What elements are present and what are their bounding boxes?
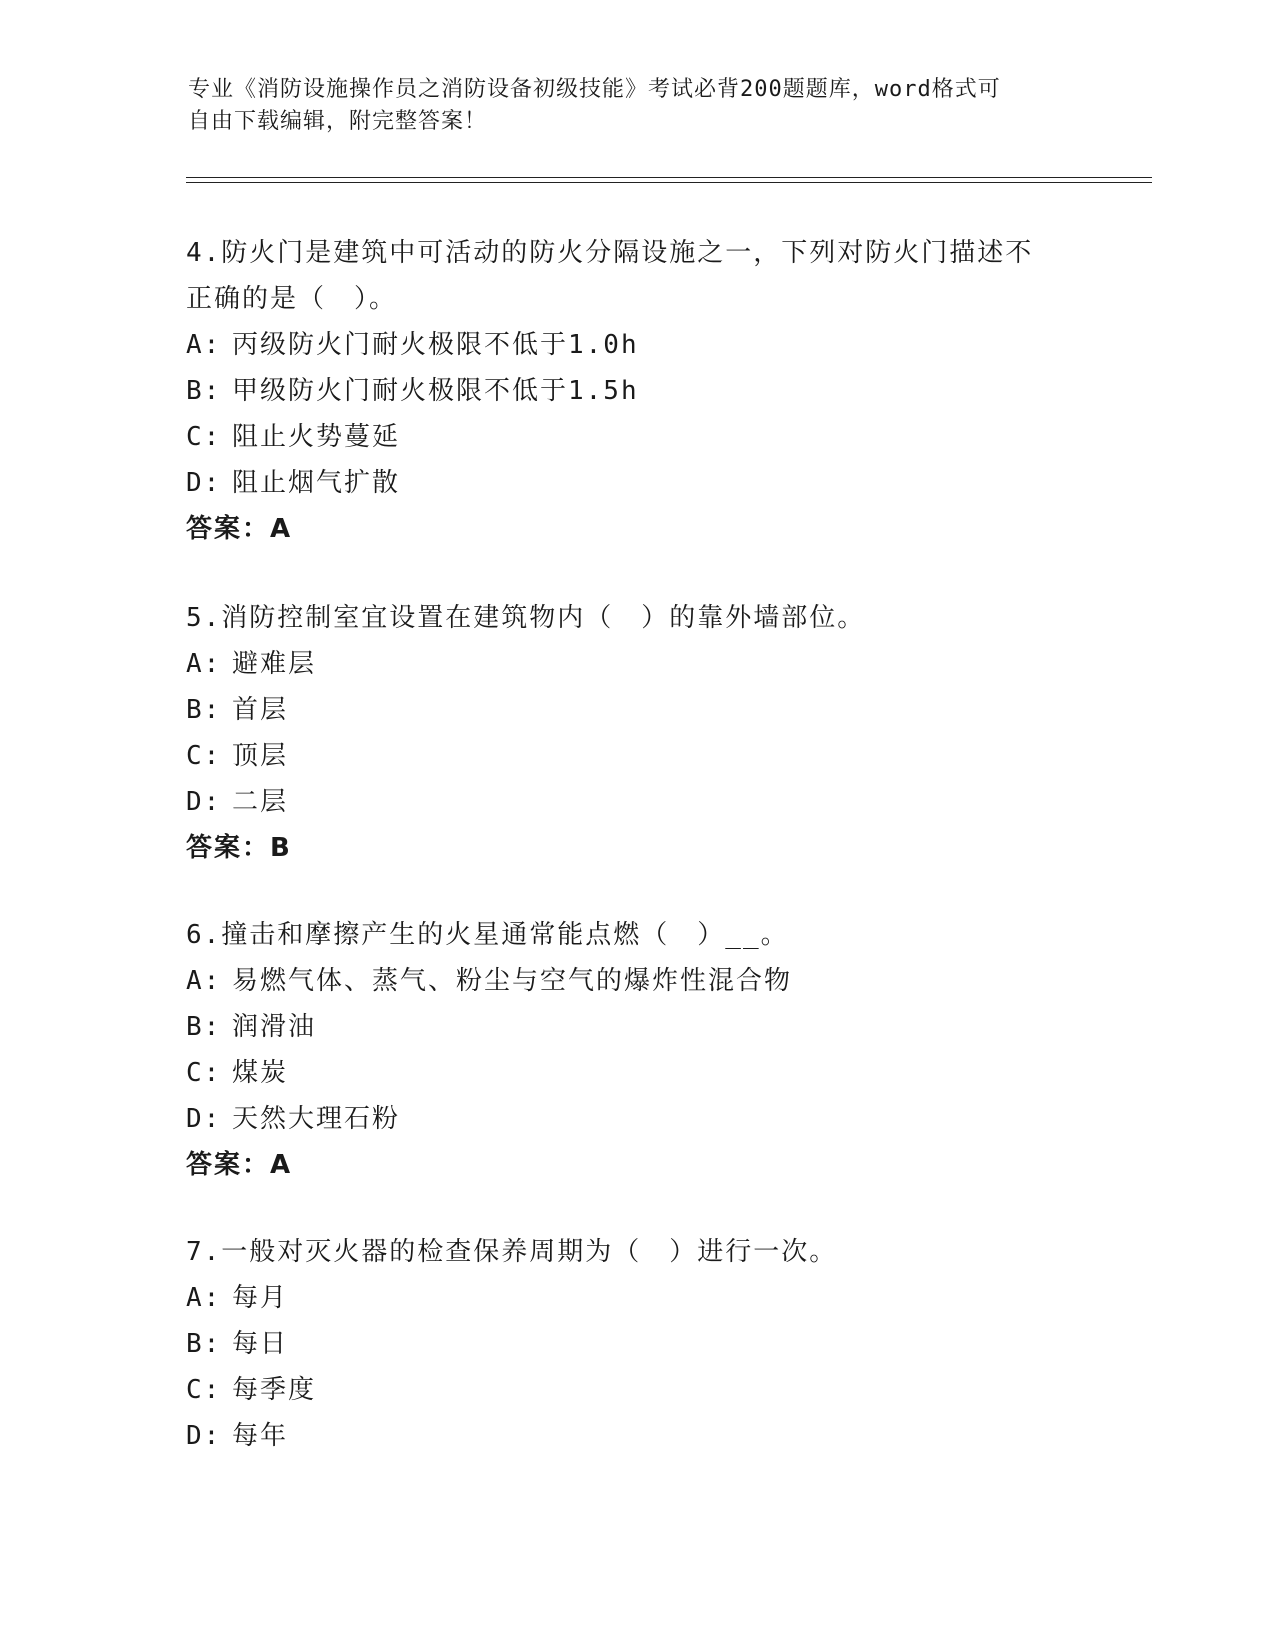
option-a	[186, 958, 1086, 1004]
answer-line: 答案：A	[186, 1150, 293, 1180]
option-b	[186, 1321, 1086, 1367]
option-c	[186, 1050, 1086, 1096]
option-letter: D:	[186, 1104, 222, 1134]
option-letter: C:	[186, 1375, 222, 1405]
option-letter: C:	[186, 1058, 222, 1088]
option-text: 润滑油	[232, 1012, 317, 1042]
header-line-1: 专业《消防设施操作员之消防设备初级技能》考试必背200题题库，word格式可	[188, 77, 1001, 102]
header-divider-top	[186, 177, 1152, 178]
option-letter: C:	[186, 741, 222, 771]
question-text-line-1: 7.一般对灭火器的检查保养周期为（ ）进行一次。	[186, 1237, 838, 1267]
option-letter: B:	[186, 1012, 222, 1042]
header-divider-bottom	[186, 182, 1152, 183]
option-letter: A:	[186, 330, 222, 360]
question-text-line-1: 6.撞击和摩擦产生的火星通常能点燃（ ）__。	[186, 920, 789, 950]
option-letter: C:	[186, 422, 222, 452]
option-b	[186, 368, 1086, 414]
option-text: 每年	[232, 1421, 289, 1451]
question-6	[186, 912, 1086, 1188]
option-d	[186, 1413, 1086, 1459]
document-header	[188, 74, 1068, 138]
option-text: 每季度	[232, 1375, 317, 1405]
option-letter: B:	[186, 376, 222, 406]
question-4	[186, 230, 1086, 552]
answer-line: 答案：B	[186, 833, 292, 863]
option-letter: B:	[186, 695, 222, 725]
question-text-line-2: 正确的是（ ）。	[186, 284, 398, 314]
option-text: 天然大理石粉	[232, 1104, 401, 1134]
option-text: 每月	[232, 1283, 289, 1313]
option-letter: D:	[186, 787, 222, 817]
option-text: 甲级防火门耐火极限不低于1.5h	[232, 376, 639, 406]
question-5	[186, 595, 1086, 871]
option-b	[186, 1004, 1086, 1050]
option-c	[186, 1367, 1086, 1413]
option-text: 避难层	[232, 649, 317, 679]
option-letter: A:	[186, 1283, 222, 1313]
question-text-line-1: 4.防火门是建筑中可活动的防火分隔设施之一，下列对防火门描述不	[186, 238, 1034, 268]
option-letter: A:	[186, 966, 222, 996]
option-a	[186, 1275, 1086, 1321]
option-letter: A:	[186, 649, 222, 679]
option-text: 顶层	[232, 741, 289, 771]
option-text: 首层	[232, 695, 289, 725]
option-c	[186, 414, 1086, 460]
option-text: 煤炭	[232, 1058, 289, 1088]
option-text: 二层	[232, 787, 289, 817]
option-text: 阻止火势蔓延	[232, 422, 401, 452]
option-d	[186, 1096, 1086, 1142]
option-c	[186, 733, 1086, 779]
option-d	[186, 460, 1086, 506]
option-text: 丙级防火门耐火极限不低于1.0h	[232, 330, 639, 360]
option-a	[186, 641, 1086, 687]
option-text: 每日	[232, 1329, 289, 1359]
option-d	[186, 779, 1086, 825]
header-line-2: 自由下载编辑，附完整答案！	[188, 109, 488, 134]
answer-line: 答案：A	[186, 514, 293, 544]
question-text-line-1: 5.消防控制室宜设置在建筑物内（ ）的靠外墙部位。	[186, 603, 866, 633]
option-text: 易燃气体、蒸气、粉尘与空气的爆炸性混合物	[232, 966, 793, 996]
option-b	[186, 687, 1086, 733]
option-text: 阻止烟气扩散	[232, 468, 401, 498]
option-a	[186, 322, 1086, 368]
option-letter: D:	[186, 468, 222, 498]
option-letter: B:	[186, 1329, 222, 1359]
option-letter: D:	[186, 1421, 222, 1451]
question-7	[186, 1229, 1086, 1459]
